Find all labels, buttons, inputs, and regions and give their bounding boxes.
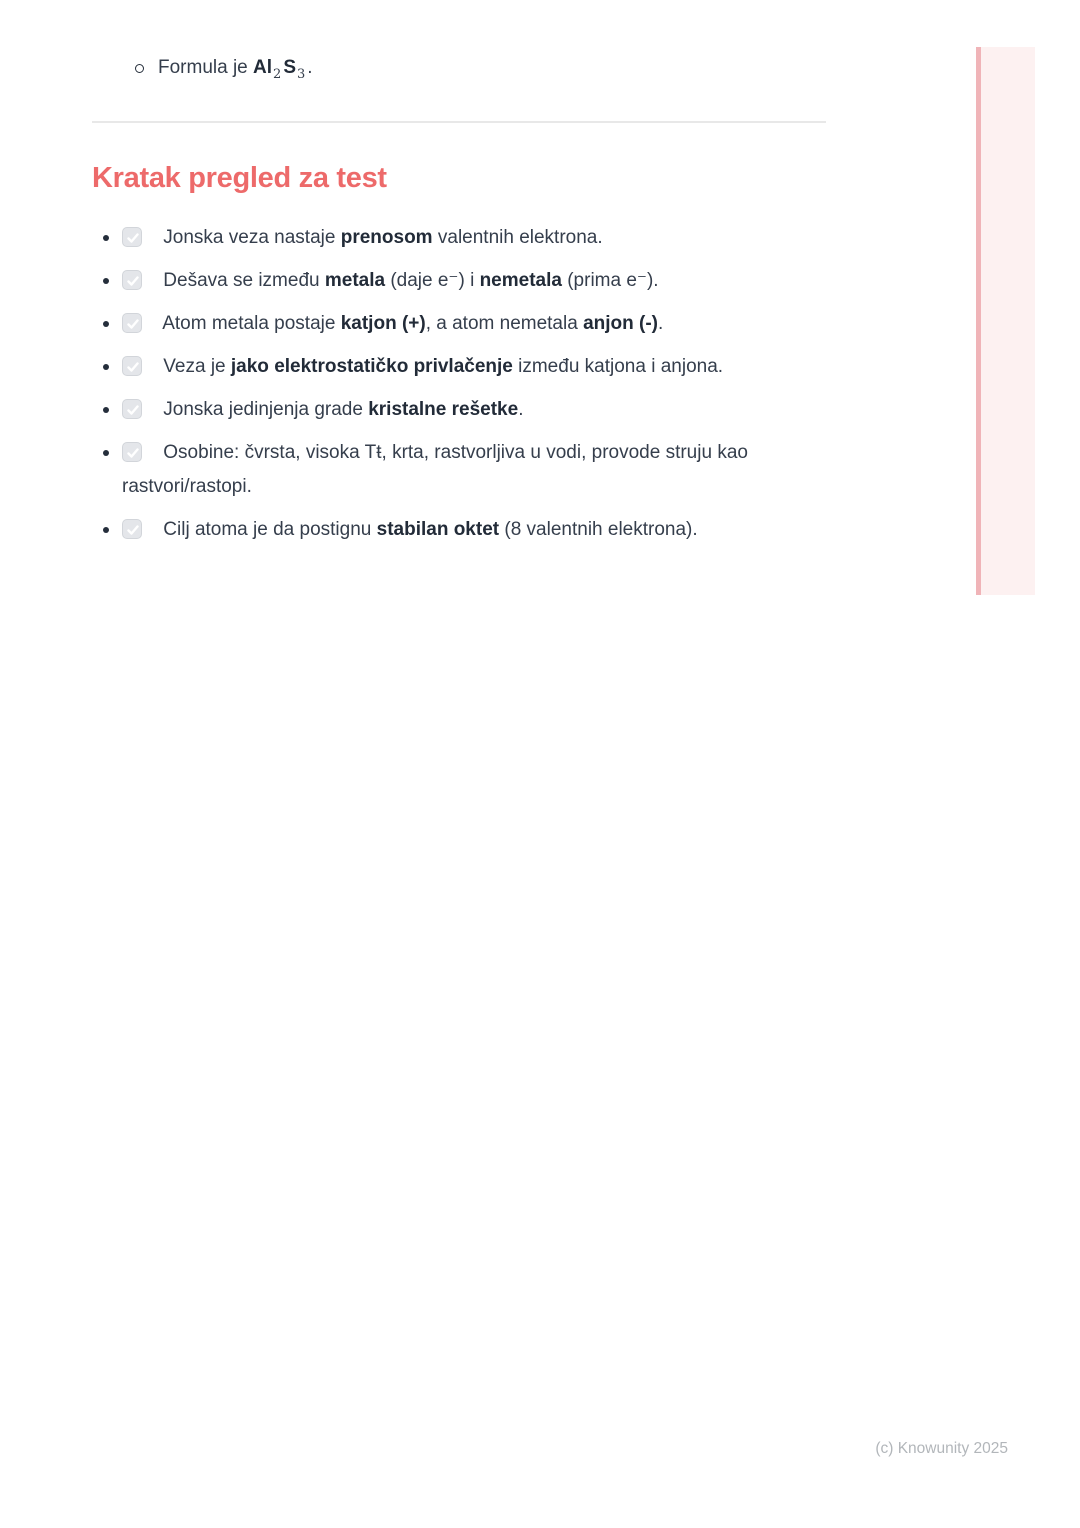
hollow-bullet-icon: [135, 64, 144, 73]
bullet-dot-icon: [103, 450, 109, 456]
checklist-item-text: Jonska jedinjenja grade kristalne rešetke.: [163, 398, 524, 420]
bullet-dot-icon: [103, 407, 109, 413]
checklist-item-text: Cilj atoma je da postignu stabilan oktet (8 valentnih elektrona).: [163, 518, 698, 540]
document-content: [92, 0, 826, 556]
checkbox-checked-icon[interactable]: [122, 270, 142, 290]
checklist-item-text: Jonska veza nastaje prenosom valentnih elektrona.: [163, 226, 603, 248]
bullet-dot-icon: [103, 235, 109, 241]
formula-text: Formula je $Al_2$ $S_3$ .: [158, 57, 313, 82]
checkbox-checked-icon[interactable]: [122, 227, 142, 247]
checkbox-checked-icon[interactable]: [122, 399, 142, 419]
checklist-item-text: Osobine: čvrsta, visoka Tŧ, krta, rastvorljiva u vodi, provode struju kao rastvori/rastopi.: [122, 441, 748, 497]
right-edge-panel-strip: [976, 47, 1035, 595]
bullet-dot-icon: [103, 321, 109, 327]
checklist-item: [92, 307, 826, 341]
checklist-item-text: Atom metala postaje katjon (+), a atom nemetala anjon (-).: [162, 312, 664, 334]
checklist-item-text: Veza je jako elektrostatičko privlačenje između katjona i anjona.: [163, 355, 724, 377]
section-divider: [92, 121, 826, 123]
bullet-dot-icon: [103, 527, 109, 533]
checklist-item: [92, 264, 826, 298]
checkbox-checked-icon[interactable]: [122, 313, 142, 333]
section-heading: Kratak pregled za test: [92, 161, 387, 194]
checklist: [92, 221, 826, 547]
checklist-item-text: Dešava se između metala (daje e⁻) i nemetala (prima e⁻).: [163, 269, 659, 291]
checklist-item: [92, 350, 826, 384]
checkbox-checked-icon[interactable]: [122, 519, 142, 539]
checkbox-checked-icon[interactable]: [122, 356, 142, 376]
checklist-item: [92, 221, 826, 255]
checkbox-checked-icon[interactable]: [122, 442, 142, 462]
checklist-item: [92, 436, 826, 504]
bullet-dot-icon: [103, 364, 109, 370]
formula-list-item: [92, 55, 826, 88]
checklist-item: [92, 513, 826, 547]
bullet-dot-icon: [103, 278, 109, 284]
checklist-item: [92, 393, 826, 427]
copyright-notice: (c) Knowunity 2025: [875, 1440, 1008, 1457]
